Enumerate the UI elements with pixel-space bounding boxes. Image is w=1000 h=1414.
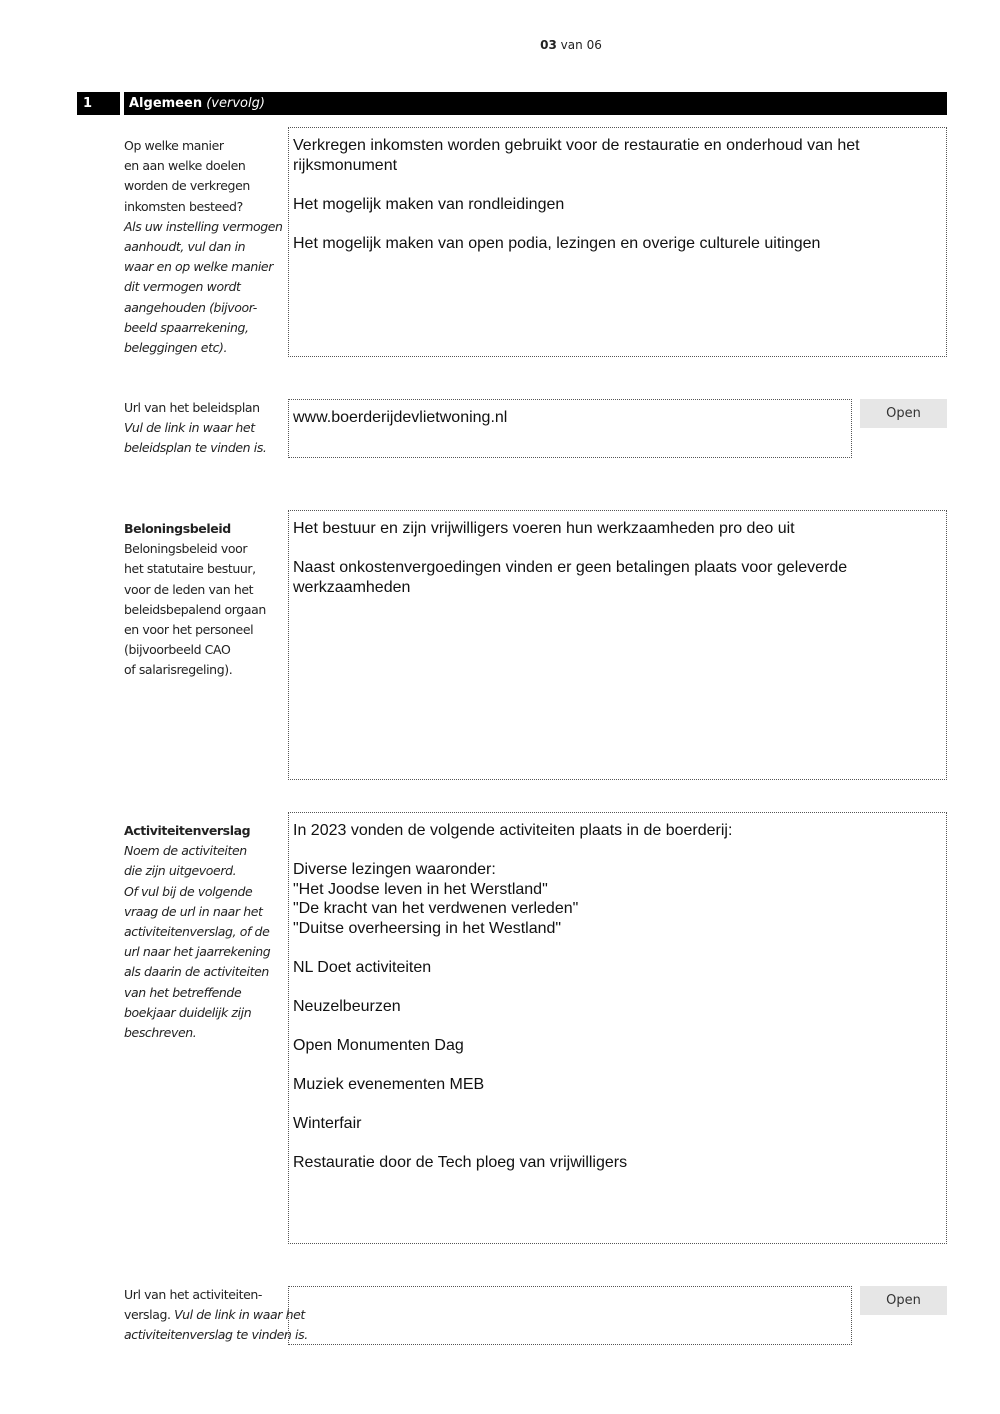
page-total: 06 (586, 38, 602, 52)
activiteitenverslag-url-field[interactable] (288, 1286, 852, 1345)
besteding-label-line: inkomsten besteed? (124, 198, 243, 214)
besteding-hint-line: dit vermogen wordt (124, 279, 241, 295)
activiteitenverslag-title: Activiteitenverslag (124, 823, 251, 838)
activiteitenverslag-open-button[interactable]: Open (860, 1286, 947, 1315)
activiteitenverslag-hint-line: activiteitenverslag, of de (124, 924, 270, 940)
activiteitenverslag-url-label-normal: verslag. (124, 1307, 171, 1323)
besteding-label-line: worden de verkregen (124, 178, 250, 194)
besteding-label-line: Op welke manier (124, 138, 224, 153)
beloningsbeleid-field[interactable]: Het bestuur en zijn vrijwilligers voeren hun werkzaamheden pro deo uit Naast onkostenvergoedingen vinden er geen betalingen plaats voor geleverde werkzaamheden (288, 510, 947, 780)
beloningsbeleid-label-line: het statutaire bestuur, (124, 561, 256, 577)
besteding-hint-line: aanhoudt, vul dan in (124, 239, 246, 255)
besteding-label-line: en aan welke doelen (124, 158, 246, 174)
page-current: 03 (540, 38, 557, 52)
page-number (0, 38, 1000, 52)
beleidsplan-hint-line: Vul de link in waar het (124, 420, 255, 436)
activiteitenverslag-field[interactable]: In 2023 vonden de volgende activiteiten plaats in de boerderij: Diverse lezingen waaronder: "Het Joodse leven in het Werstland" "De kracht van het verdwenen verleden" "Duitse overheersing in het Westland" NL Doet activiteiten Neuzelbeurzen Open Monumenten Dag Muziek evenementen MEB Winterfair Restauratie door de Tech ploeg van vrijwilligers (288, 812, 947, 1244)
page-of-label: van (560, 38, 583, 52)
section-subtitle: (vervolg) (206, 96, 265, 111)
besteding-hint-line: beeld spaarrekening, (124, 319, 249, 335)
section-number: 1 (77, 92, 120, 115)
besteding-hint-line: beleggingen etc). (124, 340, 228, 356)
beleidsplan-hint-line: beleidsplan te vinden is. (124, 440, 267, 456)
activiteitenverslag-hint-line: van het betreffende (124, 984, 242, 1000)
beloningsbeleid-label-line: voor de leden van het (124, 581, 254, 597)
activiteitenverslag-hint-line: vraag de url in naar het (124, 903, 263, 919)
besteding-hint-line: aangehouden (bijvoor- (124, 299, 257, 315)
activiteitenverslag-url-hint-line: activiteitenverslag te vinden is. (124, 1327, 308, 1343)
activiteitenverslag-hint-line: beschreven. (124, 1025, 197, 1041)
beleidsplan-open-button[interactable]: Open (860, 399, 947, 428)
activiteitenverslag-label (124, 821, 284, 1043)
activiteitenverslag-hint-line: url naar het jaarrekening (124, 944, 271, 960)
activiteitenverslag-hint-line: die zijn uitgevoerd. (124, 863, 237, 879)
activiteitenverslag-hint-line: boekjaar duidelijk zijn (124, 1004, 252, 1020)
beloningsbeleid-label (124, 519, 284, 681)
beloningsbeleid-label-line: Beloningsbeleid voor (124, 541, 248, 557)
besteding-field[interactable]: Verkregen inkomsten worden gebruikt voor de restauratie en onderhoud van het rijksmonument Het mogelijk maken van rondleidingen Het mogelijk maken van open podia, lezingen en overige culturele uitingen (288, 127, 947, 357)
section-title: Algemeen (129, 96, 203, 111)
activiteitenverslag-url-label-line: Url van het activiteiten- (124, 1287, 263, 1302)
section-header (124, 92, 947, 115)
activiteitenverslag-hint-line: Noem de activiteiten (124, 843, 247, 859)
beloningsbeleid-label-line: en voor het personeel (124, 622, 254, 638)
besteding-hint-line: Als uw instelling vermogen (124, 218, 283, 234)
besteding-label (124, 136, 284, 358)
beloningsbeleid-label-line: beleidsbepalend orgaan (124, 601, 266, 617)
activiteitenverslag-url-label-italic: Vul de link in waar het (174, 1307, 305, 1323)
activiteitenverslag-url-label-mixed (124, 1305, 305, 1325)
activiteitenverslag-hint-line: als daarin de activiteiten (124, 964, 269, 980)
besteding-hint-line: waar en op welke manier (124, 259, 273, 275)
beleidsplan-label (124, 398, 284, 459)
activiteitenverslag-url-label (124, 1285, 308, 1346)
activiteitenverslag-hint-line: Of vul bij de volgende (124, 883, 253, 899)
beleidsplan-url-field[interactable]: www.boerderijdevlietwoning.nl (288, 399, 852, 458)
beloningsbeleid-label-line: (bijvoorbeeld CAO (124, 642, 231, 658)
beloningsbeleid-label-line: of salarisregeling). (124, 662, 233, 678)
beleidsplan-label-line: Url van het beleidsplan (124, 400, 260, 415)
beloningsbeleid-title: Beloningsbeleid (124, 521, 231, 536)
